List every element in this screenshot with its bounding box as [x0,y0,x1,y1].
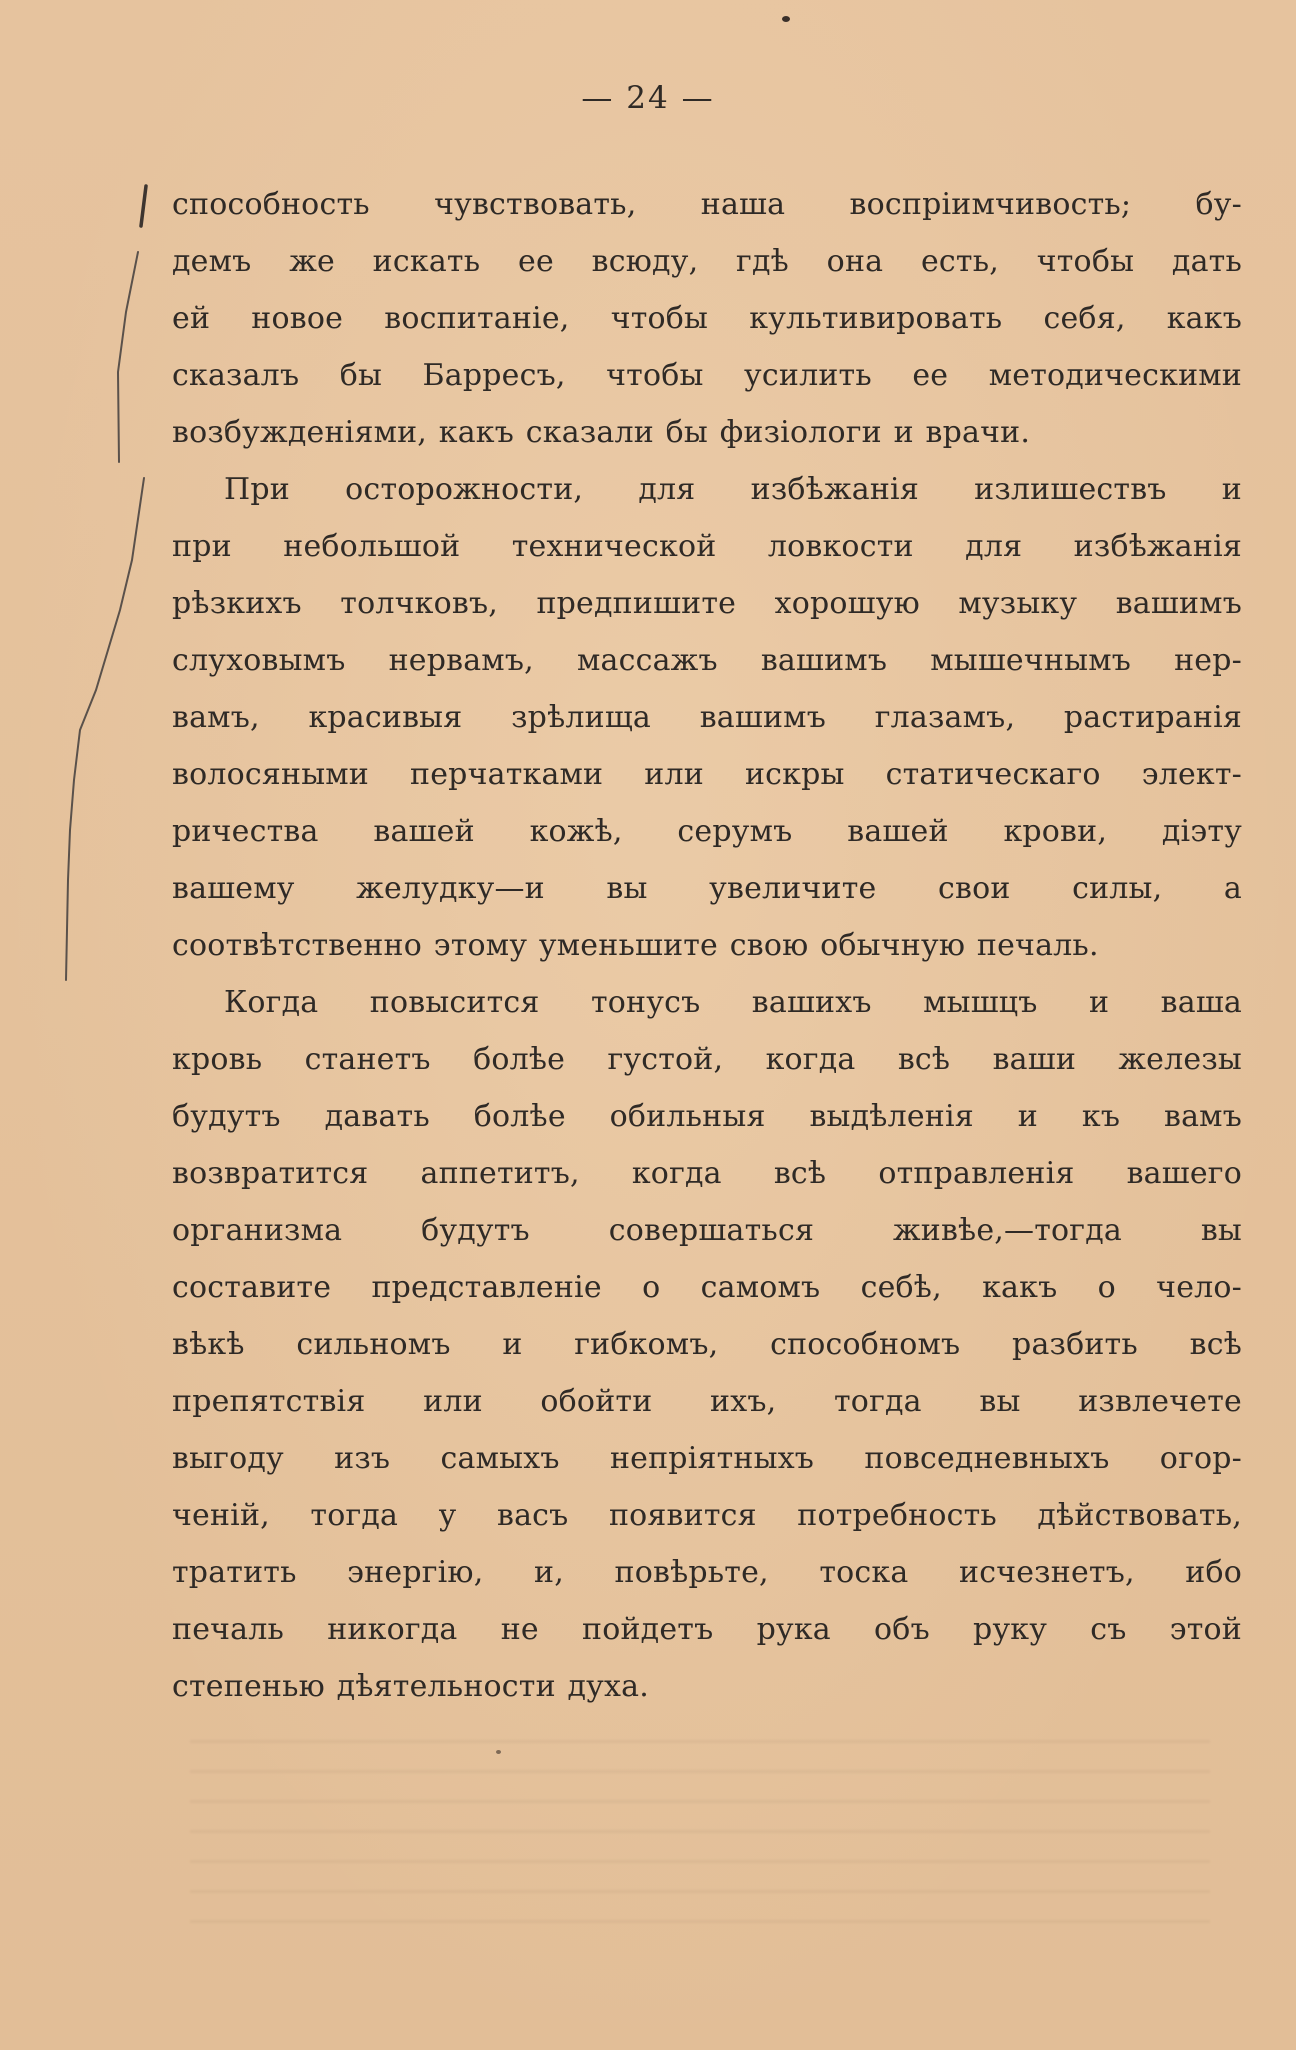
text-line: кровь станетъ болѣе густой, когда всѣ ваши железы [172,1042,1242,1077]
text-line: тратить энергію, и, повѣрьте, тоска исчезнетъ, ибо [172,1555,1242,1590]
text-line: степенью дѣятельности духа. [172,1669,649,1704]
text-line: возвратится аппетитъ, когда всѣ отправленія вашего [172,1156,1242,1191]
pencil-margin-marks [0,0,200,1000]
text-line: вашему желудку—и вы увеличите свои силы, а [172,871,1242,906]
text-line: соотвѣтственно этому уменьшите свою обычную печаль. [172,928,1099,963]
text-line: ричества вашей кожѣ, серумъ вашей крови, діэту [172,814,1242,849]
text-line: Когда повысится тонусъ вашихъ мышцъ и ваша [224,985,1242,1020]
pencil-mark [118,252,138,462]
text-line: будутъ давать болѣе обильныя выдѣленія и къ вамъ [172,1099,1242,1134]
pencil-mark [141,186,146,226]
text-line: демъ же искать ее всюду, гдѣ она есть, чтобы дать [172,244,1242,279]
pencil-mark [66,478,144,980]
text-line: печаль никогда не пойдетъ рука объ руку съ этой [172,1612,1242,1647]
text-line: составите представленіе о самомъ себѣ, какъ о чело- [172,1270,1242,1305]
text-line: слуховымъ нервамъ, массажъ вашимъ мышечнымъ нер- [172,643,1242,678]
text-line: рѣзкихъ толчковъ, предпишите хорошую музыку вашимъ [172,586,1242,621]
text-line: волосяными перчатками или искры статическаго элект- [172,757,1242,792]
text-line: ей новое воспитаніе, чтобы культивировать себя, какъ [172,301,1242,336]
text-line: вѣкѣ сильномъ и гибкомъ, способномъ разбить всѣ [172,1327,1242,1362]
text-line: при небольшой технической ловкости для избѣжанія [172,529,1242,564]
text-line: сказалъ бы Барресъ, чтобы усилить ее методическими [172,358,1242,393]
ink-spot [782,16,790,22]
text-line: организма будутъ совершаться живѣе,—тогда вы [172,1213,1242,1248]
bleed-through-text [190,1740,1210,1940]
text-line: способность чувствовать, наша воспріимчивость; бу- [172,187,1242,222]
text-line: При осторожности, для избѣжанія излишествъ и [224,472,1242,507]
text-line: выгоду изъ самыхъ непріятныхъ повседневныхъ огор- [172,1441,1242,1476]
ink-spot [496,1750,501,1754]
text-line: вамъ, красивыя зрѣлища вашимъ глазамъ, растиранія [172,700,1242,735]
body-text [172,176,1242,1715]
text-line: возбужденіями, какъ сказали бы физіологи и врачи. [172,415,1031,450]
text-line: препятствія или обойти ихъ, тогда вы извлечете [172,1384,1242,1419]
page-number-header: — 24 — [581,80,715,116]
text-line: ченій, тогда у васъ появится потребность дѣйствовать, [172,1498,1242,1533]
